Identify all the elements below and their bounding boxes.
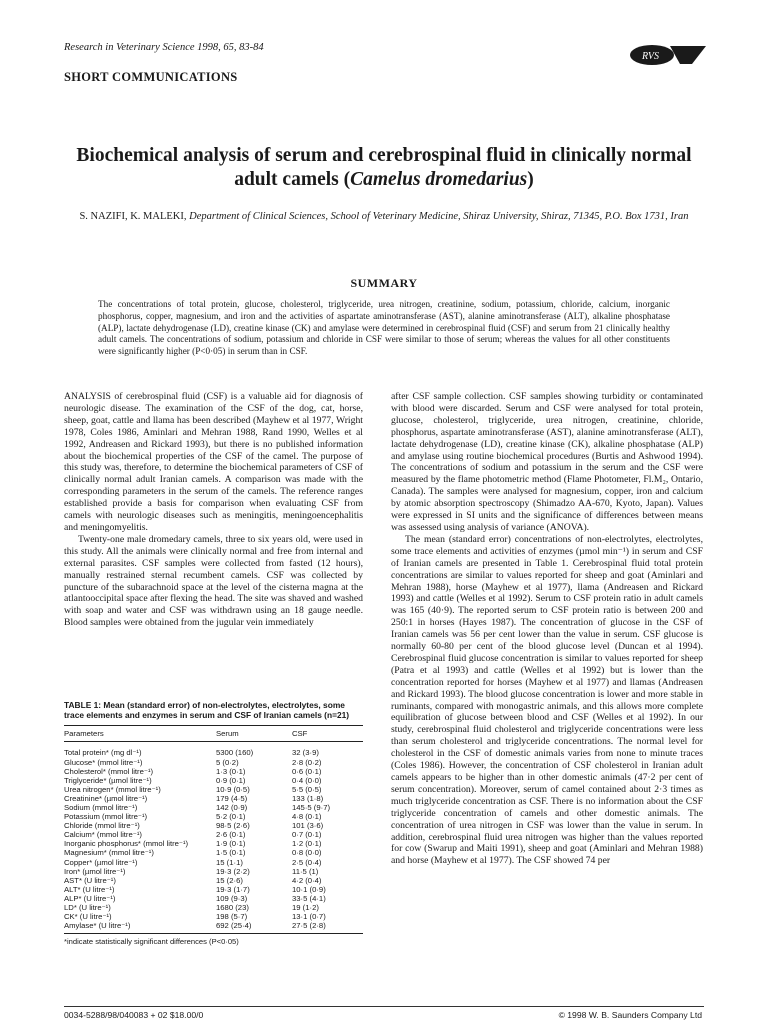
cell-parameter: ALT* (U litre⁻¹) (64, 884, 115, 894)
footer-code: 0034-5288/98/040083 + 02 $18.00/0 (64, 1010, 204, 1020)
summary-heading: SUMMARY (350, 276, 418, 290)
cell-parameter: Calcium* (mmol litre⁻¹) (64, 830, 142, 840)
author-affiliation: Department of Clinical Sciences, School of Veterinary Medicine, Shiraz University, Shiraz, 71345, P.O. Box 1731, Iran (189, 211, 689, 222)
table-row (64, 821, 363, 830)
cell-csf: 145·5 (9·7) (292, 802, 331, 812)
table-row (64, 848, 363, 857)
author-names: S. NAZIFI, K. MALEKI, (79, 211, 190, 222)
table-row (64, 912, 363, 921)
cell-csf: 13·1 (0·7) (292, 912, 326, 922)
right-paragraph-1: after CSF sample collection. CSF samples showing turbidity or contaminated with blood were discarded. Serum and CSF were analysed for total protein, glucose, cholesterol, triglyceride, urea nitrogen, creatinine, chloride, phosphorus, aspartate aminotransferase (AST), alanine aminotransferase (ALT), lactate dehydrogenase (LD), creatine kinase (CK), alkaline phosphatase (ALP) and amylase using routine biochemical procedures (Burtis and Ashwood 1994). The concentrations of sodium and potassium in the serum and the CSF were measured by the flame photometric method (Flame Photometer, Fl.M₂, Ontario, Canada). The samples were analysed for magnesium, copper, iron and calcium by atomic absorption spectroscopy (Shimadzo AA-670, Kyoto, Japan). Values were expressed in SI units and the significance of differences between means was assessed using analysis of variance (ANOVA). (391, 391, 703, 533)
cell-csf: 0·8 (0·0) (292, 848, 322, 858)
table-row (64, 767, 363, 776)
table-row (64, 876, 363, 885)
article-title (60, 144, 708, 192)
cell-serum: 98·5 (2·6) (216, 821, 250, 831)
table-row (64, 858, 363, 867)
left-column (64, 391, 363, 629)
table-row (64, 794, 363, 803)
cell-parameter: Copper* (µmol litre⁻¹) (64, 857, 138, 867)
cell-serum: 1·3 (0·1) (216, 766, 246, 776)
author-block (60, 210, 708, 224)
cell-parameter: Creatinine* (µmol litre⁻¹) (64, 793, 148, 803)
table-row (64, 758, 363, 767)
cell-csf: 10·1 (0·9) (292, 884, 326, 894)
left-paragraph-2: Twenty-one male dromedary camels, three to six years old, were used in this study. All the animals were clinically normal and free from internal and external parasites. CSF samples were collected from fasted (12 hours), manually restrained sternal recumbent camels. CSF was collected by puncture of the subarachnoid space at the level of the cisterna magna at the atlantooccipital space after flexing the head. The site was shaved and washed with soap and water and CSF was withdrawn using an 18 gauge needle. Blood samples were obtained from the jugular vein immediately (64, 533, 363, 629)
table-row (64, 803, 363, 812)
table-footnote: *indicate statistically significant differences (P<0·05) (64, 937, 239, 947)
cell-csf: 4·2 (0·4) (292, 875, 322, 885)
table-caption: TABLE 1: Mean (standard error) of non-electrolytes, electrolytes, some trace elements and enzymes in serum and CSF of Iranian camels (n=21) (64, 700, 350, 721)
cell-serum: 10·9 (0·5) (216, 784, 250, 794)
cell-csf: 5·5 (0·5) (292, 784, 322, 794)
table-row (64, 839, 363, 848)
cell-parameter: AST* (U litre⁻¹) (64, 875, 116, 885)
table-row (64, 867, 363, 876)
title-main: Biochemical analysis of serum and cerebrospinal fluid in clinically normal adult camels ( (76, 145, 692, 190)
cell-csf: 0·6 (0·1) (292, 766, 322, 776)
cell-serum: 1·5 (0·1) (216, 848, 246, 858)
cell-parameter: CK* (U litre⁻¹) (64, 912, 112, 922)
cell-parameter: Urea nitrogen* (mmol litre⁻¹) (64, 784, 161, 794)
cell-serum: 15 (1·1) (216, 857, 243, 867)
cell-parameter: Total protein* (mg dl⁻¹) (64, 748, 142, 758)
cell-parameter: Inorganic phosphorus* (mmol litre⁻¹) (64, 839, 189, 849)
cell-parameter: Amylase* (U litre⁻¹) (64, 921, 216, 934)
cell-serum: 1·9 (0·1) (216, 839, 246, 849)
table-row (64, 830, 363, 839)
title-species: Camelus dromedarius (350, 169, 528, 190)
cell-parameter: LD* (U litre⁻¹) (64, 903, 111, 912)
cell-parameter: Magnesium* (mmol litre⁻¹) (64, 848, 154, 858)
header-parameters: Parameters (64, 726, 216, 742)
cell-serum: 5300 (160) (216, 748, 254, 758)
cell-serum: 109 (9·3) (216, 893, 248, 903)
cell-serum: 142 (0·9) (216, 802, 248, 812)
cell-parameter: Iron* (µmol litre⁻¹) (64, 866, 126, 876)
table-header-row (64, 726, 363, 742)
results-table (64, 725, 363, 934)
cell-csf: 19 (1·2) (292, 903, 319, 912)
cell-serum: 2·6 (0·1) (216, 830, 246, 840)
footer-copyright: © 1998 W. B. Saunders Company Ltd (558, 1010, 702, 1020)
title-close: ) (527, 169, 534, 190)
table-row (64, 885, 363, 894)
table-1 (64, 700, 363, 946)
cell-csf: 0·4 (0·0) (292, 775, 322, 785)
cell-serum: 5 (0·2) (216, 757, 239, 767)
cell-csf: 11·5 (1) (292, 866, 319, 876)
cell-csf: 2·8 (0·2) (292, 757, 322, 767)
cell-parameter: Sodium (mmol litre⁻¹) (64, 802, 138, 812)
cell-csf: 4·8 (0·1) (292, 812, 322, 822)
cell-csf: 1·2 (0·1) (292, 839, 322, 849)
section-label: SHORT COMMUNICATIONS (64, 70, 238, 84)
table-row (64, 812, 363, 821)
table-row (64, 742, 363, 758)
cell-csf: 32 (3·9) (292, 748, 319, 758)
cell-csf: 133 (1·8) (292, 793, 324, 803)
summary-text: The concentrations of total protein, glucose, cholesterol, triglyceride, urea nitrogen, creatinine, sodium, potassium, chloride, calcium, inorganic phosphorus, copper, magnesium, and iron and the activities of aspartate aminotransferase (AST), alanine aminotransferase (ALT), alkaline phosphatase (ALP), lactate dehydrogenase (LD), creatine kinase (CK) and amylase were determined in cerebrospinal fluid (CSF) and serum from 21 clinically healthy adult camels. The concentrations of sodium, potassium and chloride in CSF were similar to those of serum; whereas the values for all other constituents were significantly higher (P<0·05) in serum than in CSF. (98, 299, 670, 357)
table-row (64, 776, 363, 785)
cell-parameter: Potassium (mmol litre⁻¹) (64, 812, 148, 822)
cell-serum: 1680 (23) (216, 903, 249, 912)
cell-parameter: Cholesterol* (mmol litre⁻¹) (64, 766, 154, 776)
header-serum: Serum (216, 726, 292, 742)
logo-text: RVS (642, 51, 660, 62)
table-row (64, 903, 363, 912)
journal-citation: Research in Veterinary Science 1998, 65, 83-84 (64, 42, 264, 53)
cell-csf: 2·5 (0·4) (292, 857, 322, 867)
table-row (64, 921, 363, 934)
cell-serum: 5·2 (0·1) (216, 812, 246, 822)
right-column (391, 391, 703, 867)
cell-csf: 0·7 (0·1) (292, 830, 322, 840)
cell-serum: 198 (5·7) (216, 912, 248, 922)
cell-serum: 179 (4·5) (216, 793, 248, 803)
table-row (64, 894, 363, 903)
left-paragraph-1: ANALYSIS of cerebrospinal fluid (CSF) is a valuable aid for diagnosis of neurologic disease. The examination of the CSF of the dog, cat, horse, sheep, goat, cattle and llama has been described (Mayhew et al 1977, Wright 1978, Coles 1986, Aminlari and Mehran 1988, Rand 1990, Welles et al 1992, Andreasen and Rickard 1993), but there is no published information about the biochemical properties of the CSF of the camel. The purpose of this study was, therefore, to determine the biochemical parameters of CSF of clinically normal adult Iranian camels. A comparison was made with the corresponding parameters in the serum of the camels. The reference ranges established provide a basis for comparison when evaluating CSF from camels with neurologic diseases such as meningitis, meningoencephalitis and meningomyelitis. (64, 391, 363, 533)
cell-csf: 101 (3·6) (292, 821, 324, 831)
cell-serum: 692 (25·4) (216, 921, 292, 934)
cell-csf: 27·5 (2·8) (292, 921, 363, 934)
cell-serum: 19·3 (1·7) (216, 884, 250, 894)
cell-parameter: Chloride (mmol litre⁻¹) (64, 821, 140, 831)
journal-logo (630, 44, 706, 66)
table-row (64, 785, 363, 794)
cell-parameter: Triglyceride* (µmol litre⁻¹) (64, 775, 152, 785)
header-csf: CSF (292, 726, 363, 742)
cell-parameter: Glucose* (mmol litre⁻¹) (64, 757, 143, 767)
cell-serum: 15 (2·6) (216, 875, 243, 885)
cell-serum: 0·9 (0·1) (216, 775, 246, 785)
right-paragraph-2: The mean (standard error) concentrations of non-electrolytes, electrolytes, some trace elements and activities of enzymes (µmol min⁻¹) in serum and CSF of Iranian camels are presented in Table 1. Cerebrospinal fluid total protein concentrations are similar to values reported for sheep and goat (Aminlari and Mehran 1988), horse (Mayhew et al 1977), llama (Andreasen and Rickard 1993) and cattle (Welles et al 1992). Serum to CSF protein ratio in adult camels was 165 (40·9). The reported serum to CSF protein ratio is between 200 and 250:1 in horses (Hayes 1987). The concentration of glucose in the CSF of Iranian camels was 56 per cent lower than the value in serum. CSF glucose is normally 60-80 per cent of the blood glucose level (Duncan et al 1994). Cerebrospinal fluid glucose concentration is similar to values reported for sheep (Patra et al 1993) and cattle (Welles et al 1992) but is lower than the concentration reported for horses (Mayhew et al 1977) and llamas (Andreasen and Rickard 1993). The blood glucose concentration is lower and more stable in ruminants, compared with monogastric animals, and this allows more complete equilibration of glucose between blood and CSF (Welles et al 1992). In our study, cerebrospinal fluid cholesterol and triglyceride concentrations were less than serum cholesterol and triglyceride concentrations. The normal level for cholesterol in the CSF of domestic animals varies from none to minute traces (Coles 1986). However, the concentration of CSF cholesterol in Iranian adult camels appears to be higher than in other domestic animals (47·2 per cent of serum concentration). Moreover, serum of camel contained about 2·3 times as much triglyceride concentration as CSF. There is no information about the CSF triglyceride concentration of camels and other domestic animals. The concentration of urea nitrogen in CSF was lower than the value in serum. In addition, cerebrospinal fluid urea nitrogen was higher than the values reported for cow (Swarup and Maiti 1991), sheep and goat (Aminlari and Mehran 1988) and horse (Mayhew et al 1977). The CSF showed 74 per (391, 533, 703, 867)
cell-serum: 19·3 (2·2) (216, 866, 250, 876)
cell-parameter: ALP* (U litre⁻¹) (64, 893, 116, 903)
cell-csf: 33·5 (4·1) (292, 893, 326, 903)
footer-rule (64, 1006, 704, 1007)
